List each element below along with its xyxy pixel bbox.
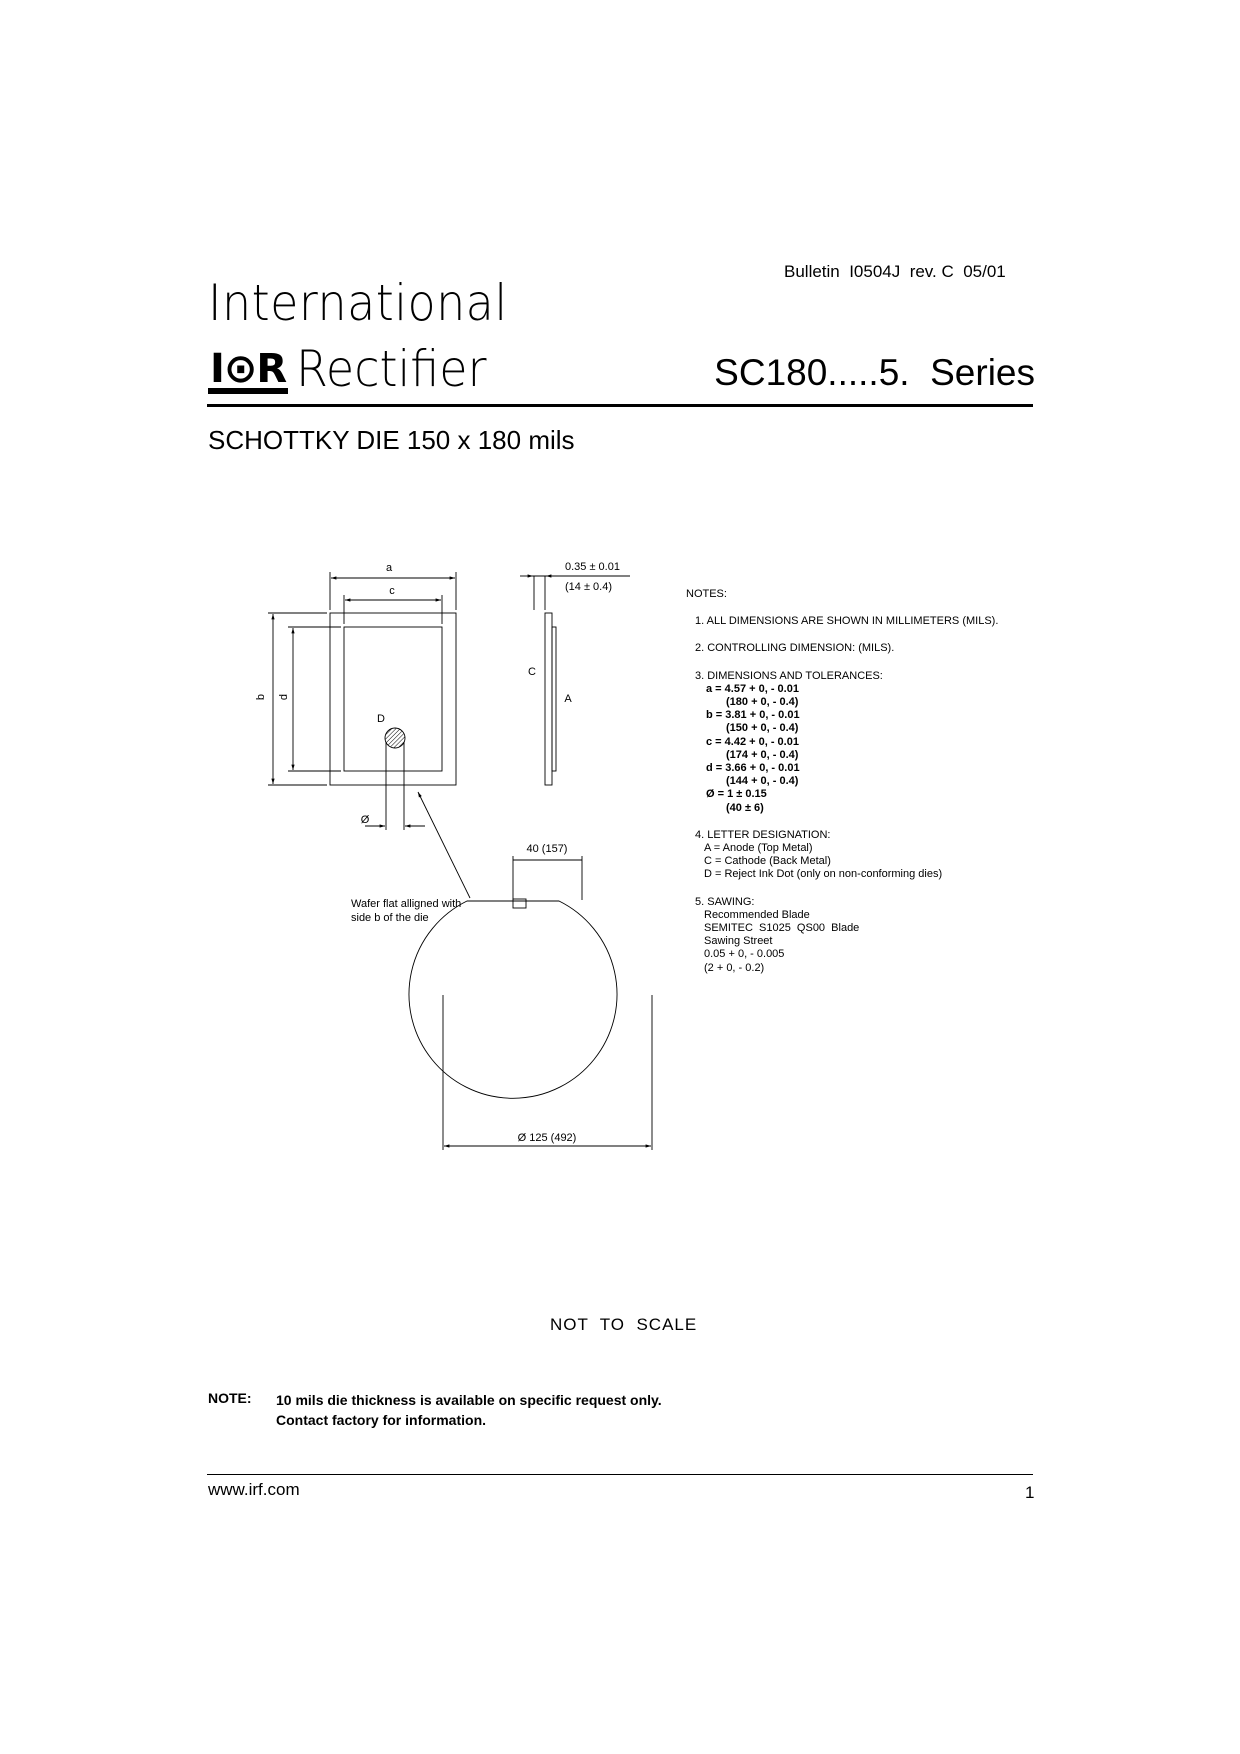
footer-rule <box>207 1474 1033 1475</box>
tolerance-phi: Ø = 1 ± 0.15 <box>706 788 767 801</box>
wafer-note-line2: side b of the die <box>351 912 429 924</box>
die-anode-area <box>344 627 442 771</box>
sawing-line-4: 0.05 + 0, - 0.005 <box>704 948 785 961</box>
tolerance-d: d = 3.66 + 0, - 0.01 <box>706 762 800 775</box>
sawing-line-2: SEMITEC S1025 QS00 Blade <box>704 922 860 935</box>
sawing-line-1: Recommended Blade <box>704 908 810 921</box>
tolerance-a-mils: (180 + 0, - 0.4) <box>726 696 799 709</box>
note-4: 4. LETTER DESIGNATION: <box>695 828 831 841</box>
letter-D: D = Reject Ink Dot (only on non-conforming dies) <box>704 868 943 881</box>
company-logo-international: International <box>208 274 508 332</box>
footnote-label: NOTE: <box>208 1390 252 1406</box>
tolerance-b: b = 3.81 + 0, - 0.01 <box>706 709 800 722</box>
wafer-outline <box>409 901 617 1098</box>
label-a: a <box>385 562 393 574</box>
label-phi: Ø <box>360 814 370 826</box>
ior-logo-mark: I⊙R <box>210 346 287 392</box>
die-on-wafer <box>513 899 526 908</box>
series-title: SC180.....5. Series <box>714 352 1035 393</box>
die-side-view <box>545 613 552 785</box>
label-D: D <box>377 713 385 725</box>
notes-block <box>686 588 998 975</box>
thickness-mm: 0.35 ± 0.01 <box>565 561 620 573</box>
label-d: d <box>278 693 290 701</box>
alignment-leader <box>418 792 470 898</box>
reject-ink-dot <box>385 728 405 748</box>
footnote-line2: Contact factory for information. <box>276 1412 487 1428</box>
label-c: c <box>389 585 395 597</box>
note-1: 1. ALL DIMENSIONS ARE SHOWN IN MILLIMETERS (MILS). <box>695 615 999 628</box>
product-subtitle: SCHOTTKY DIE 150 x 180 mils <box>208 425 575 455</box>
notes-heading: NOTES: <box>686 588 727 600</box>
label-A: A <box>564 693 572 705</box>
company-logo-rectifier: Rectifier <box>296 340 487 398</box>
footnote-line1: 10 mils die thickness is available on specific request only. <box>276 1392 662 1408</box>
tolerance-c-mils: (174 + 0, - 0.4) <box>726 748 799 761</box>
thickness-mils: (14 ± 0.4) <box>565 581 613 593</box>
note-3: 3. DIMENSIONS AND TOLERANCES: <box>695 669 883 682</box>
label-C: C <box>528 666 536 678</box>
tolerance-b-mils: (150 + 0, - 0.4) <box>726 722 799 735</box>
note-2: 2. CONTROLLING DIMENSION: (MILS). <box>695 642 895 655</box>
note-5: 5. SAWING: <box>695 895 755 908</box>
sawing-line-3: Sawing Street <box>704 935 773 948</box>
letter-A: A = Anode (Top Metal) <box>704 842 813 855</box>
tolerance-d-mils: (144 + 0, - 0.4) <box>726 775 799 788</box>
label-b: b <box>255 693 267 701</box>
die-outline <box>330 613 456 785</box>
bulletin-number: Bulletin I0504J rev. C 05/01 <box>784 262 1006 281</box>
wafer-diameter: Ø 125 (492) <box>517 1132 577 1144</box>
footer-url[interactable]: www.irf.com <box>208 1480 300 1499</box>
tolerance-a: a = 4.57 + 0, - 0.01 <box>706 682 799 695</box>
not-to-scale-label: NOT TO SCALE <box>550 1315 698 1334</box>
sawing-line-5: (2 + 0, - 0.2) <box>704 961 765 974</box>
wafer-note-line1: Wafer flat alligned with <box>351 898 462 910</box>
page-number: 1 <box>1025 1483 1035 1502</box>
letter-C: C = Cathode (Back Metal) <box>704 855 831 868</box>
tolerance-c: c = 4.42 + 0, - 0.01 <box>706 735 799 748</box>
flat-width: 40 (157) <box>526 843 568 855</box>
tolerance-phi-mils: (40 ± 6) <box>726 801 764 814</box>
